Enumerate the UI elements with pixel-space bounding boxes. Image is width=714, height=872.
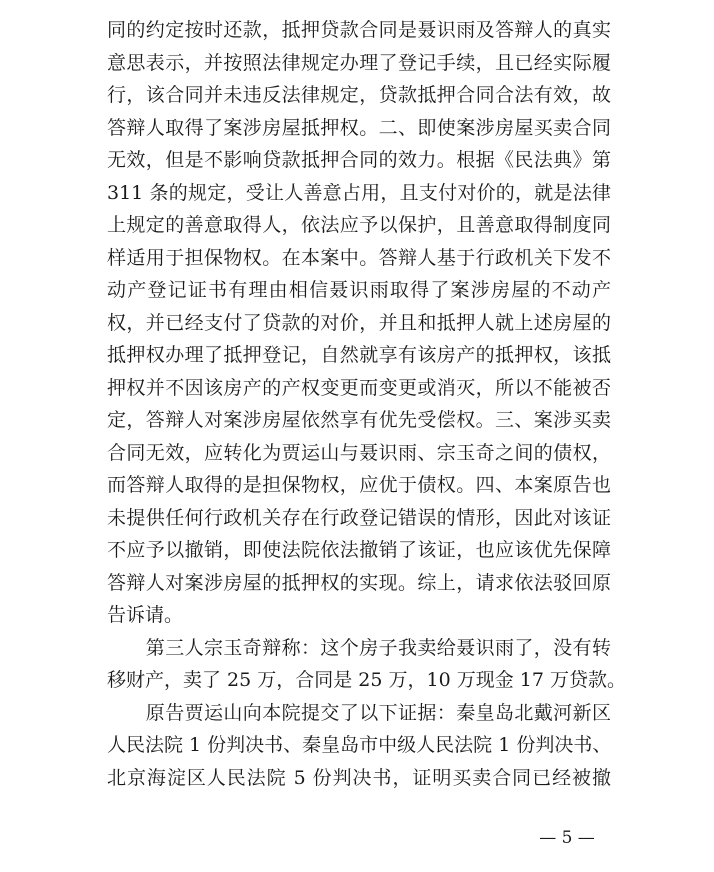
text-line: 而答辩人取得的是担保物权，应优于债权。四、本案原告也: [107, 474, 611, 496]
text-line: 意思表示，并按照法律规定办理了登记手续，且已经实际履: [107, 51, 611, 74]
text-line: 311 条的规定，受让人善意占用，且支付对价的，就是法律: [107, 181, 611, 204]
text-line: 动产登记证书有理由相信聂识雨取得了案涉房屋的不动产: [107, 279, 611, 301]
text-line: 人民法院 1 份判决书、秦皇岛市中级人民法院 1 份判决书、: [107, 734, 612, 756]
text-line: 答辩人对案涉房屋的抵押权的实现。综上，请求依法驳回原: [107, 571, 611, 594]
text-line: 无效，但是不影响贷款抵押合同的效力。根据《民法典》第: [107, 149, 611, 171]
text-line: 权，并已经支付了贷款的对价，并且和抵押人就上述房屋的: [107, 311, 611, 334]
text-line: 押权并不因该房产的产权变更而变更或消灭，所以不能被否: [107, 376, 611, 399]
text-line: 未提供任何行政机关存在行政登记错误的情形，因此对该证: [107, 506, 611, 529]
text-line: 合同无效，应转化为贾运山与聂识雨、宗玉奇之间的债权，: [107, 441, 611, 464]
text-line: 不应予以撤销，即使法院依法撤销了该证，也应该优先保障: [107, 539, 611, 561]
text-line: 抵押权办理了抵押登记，自然就享有该房产的抵押权，该抵: [107, 344, 611, 366]
text-line: 移财产，卖了 25 万，合同是 25 万，10 万现金 17 万贷款。: [107, 669, 626, 691]
text-line: 答辩人取得了案涉房屋抵押权。二、即使案涉房屋买卖合同: [107, 116, 611, 139]
text-line: 样适用于担保物权。在本案中。答辩人基于行政机关下发不: [107, 246, 611, 269]
text-line: 行，该合同并未违反法律规定，贷款抵押合同合法有效，故: [107, 84, 611, 106]
text-line: 告诉请。: [107, 604, 184, 626]
text-line: 原告贾运山向本院提交了以下证据：秦皇岛北戴河新区: [107, 701, 611, 724]
text-line: 同的约定按时还款，抵押贷款合同是聂识雨及答辩人的真实: [107, 19, 611, 41]
text-line: 上规定的善意取得人，依法应予以保护，且善意取得制度同: [107, 214, 611, 236]
text-line: 定，答辩人对案涉房屋依然享有优先受偿权。三、案涉买卖: [107, 409, 611, 431]
text-line: 第三人宗玉奇辩称：这个房子我卖给聂识雨了，没有转: [107, 636, 611, 659]
page-number: — 5 —: [539, 828, 595, 848]
document-body: [107, 14, 626, 794]
text-line: 北京海淀区人民法院 5 份判决书，证明买卖合同已经被撤: [107, 766, 611, 789]
